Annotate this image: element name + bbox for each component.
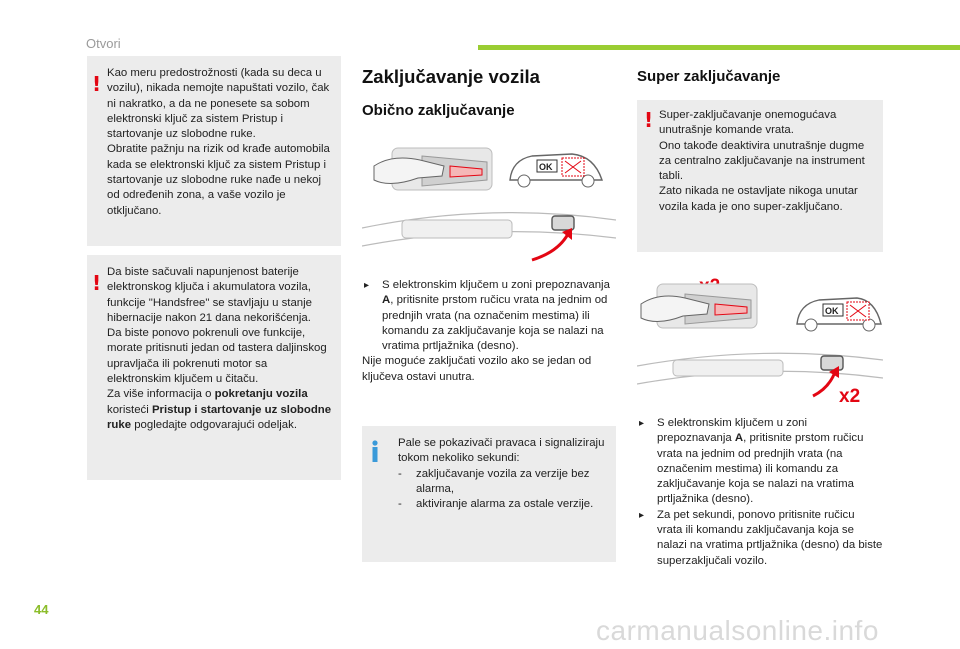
exclamation-icon: ! [644,108,654,132]
warning-text: Zato nikada ne ostavljate nikoga unutar vozila kada je ono super-zaključano. [659,185,858,213]
exclamation-icon: ! [92,72,102,96]
zone-label: A [382,294,391,307]
link-text-start: pokretanju vozila [214,388,308,401]
warning-text: Obratite pažnju na rizik od krađe automobila kada se elektronski ključ za sistem Pristup i startovanje uz slobodne ruke nađe u nekoj od određenih zona, a vaše vozilo je otključano. [107,143,330,217]
warning-text: Kao meru predostrožnosti (kada su deca u vozilu), nikada nemojte napuštati vozilo, čak ni nakratko, a da ne ponesete sa sobom elektronski ključ za sistem Pristup i startovanje uz slobodne ruke. [107,67,330,141]
step-item [637,508,883,569]
warning-box-keys [87,56,341,246]
figure-super-locking [637,268,883,408]
steps-normal-locking [362,278,616,385]
ok-label: OK [825,306,839,316]
note-text: Nije moguće zaključati vozilo ako se jedan od ključeva ostavi unutra. [362,355,592,383]
step-item [362,278,616,354]
link-text-handsfree: Pristup i startovanje uz slobodne ruke [107,403,332,431]
arrow-right-icon: ▸ [639,509,645,521]
exclamation-icon: ! [92,271,102,295]
locking-illustration [362,136,616,266]
page-title: Zaključavanje vozila [362,66,540,87]
arrow-right-icon: ▸ [364,280,370,291]
step-item [637,416,883,508]
double-press-label: x2 [839,386,861,407]
zone-label: A [734,432,744,445]
watermark-text: carmanualsonline.info [596,615,879,646]
page-number: 44 [34,602,49,617]
info-box-indicators [362,426,616,562]
step-text: , pritisnite prstom ručicu vrata na jednim od prednjih vrata (na označenim mestima) ili komandu za zaključavanje koja se nalazi na vratima prtljažnika (desno). [657,432,864,506]
arrow-right-icon: ▸ [639,418,645,429]
info-list-item: - zaključavanje vozila za verzije bez alarma, [398,467,590,495]
warning-text: Super-zaključavanje onemogućava unutrašnje komande vrata. [659,109,837,137]
text-span: koristeći [107,403,152,416]
warning-text: Ono takođe deaktivira unutrašnje dugme za centralno zaključavanje na instrument tabli. [659,139,865,183]
info-text: Pale se pokazivači pravaca i signaliziraju tokom nekoliko sekundi: [398,437,605,465]
steps-super-locking [637,416,883,569]
text-span: pogledajte odgovarajući odeljak. [131,418,297,431]
warning-text: Da biste ponovo pokrenuli ove funkcije, morate pritisnuti jedan od tastera daljinskog upravljača ili pokrenuti motor sa elektronskim ključem u čitaču. [107,327,327,386]
subsection-title: Obično zaključavanje [362,102,515,119]
warning-text [107,387,333,433]
step-text: S elektronskim ključem u zoni prepoznavanja [382,279,610,291]
step-text: , pritisnite prstom ručicu vrata na jednim od prednjih vrata (na označenim mestima) ili komandu za zaključavanje koja se nalazi na vratima prtljažnika (desno). [382,294,608,353]
step-text: S elektronskim ključem u zoni prepoznavanja [657,417,808,445]
text-span: Za više informacija o [107,388,215,401]
section-accent-bar [478,45,960,50]
warning-text: Da biste sačuvali napunjenost baterije elektronskog ključa i akumulatora vozila, funkcije "Handsfree" se stavljaju u stanje hibernacije nakon 21 dana nekorišćenja. [107,266,312,324]
ok-label: OK [539,162,553,172]
super-locking-illustration [637,268,883,408]
subsection-title: Super zaključavanje [637,68,781,85]
section-title: Otvori [86,36,121,51]
warning-box-super-locking [637,100,883,252]
info-list-item: - aktiviranje alarma za ostale verzije. [398,498,594,511]
info-icon [370,440,380,462]
info-item-text: zaključavanje vozila za verzije bez alarma, [416,467,590,495]
warning-box-battery [87,255,341,480]
info-item-text: aktiviranje alarma za ostale verzije. [416,498,594,511]
step-text: Za pet sekundi, ponovo pritisnite ručicu vrata ili komandu zaključavanja koja se nalazi na vratima prtljažnika (desno) da biste superzaključali vozilo. [657,508,883,567]
